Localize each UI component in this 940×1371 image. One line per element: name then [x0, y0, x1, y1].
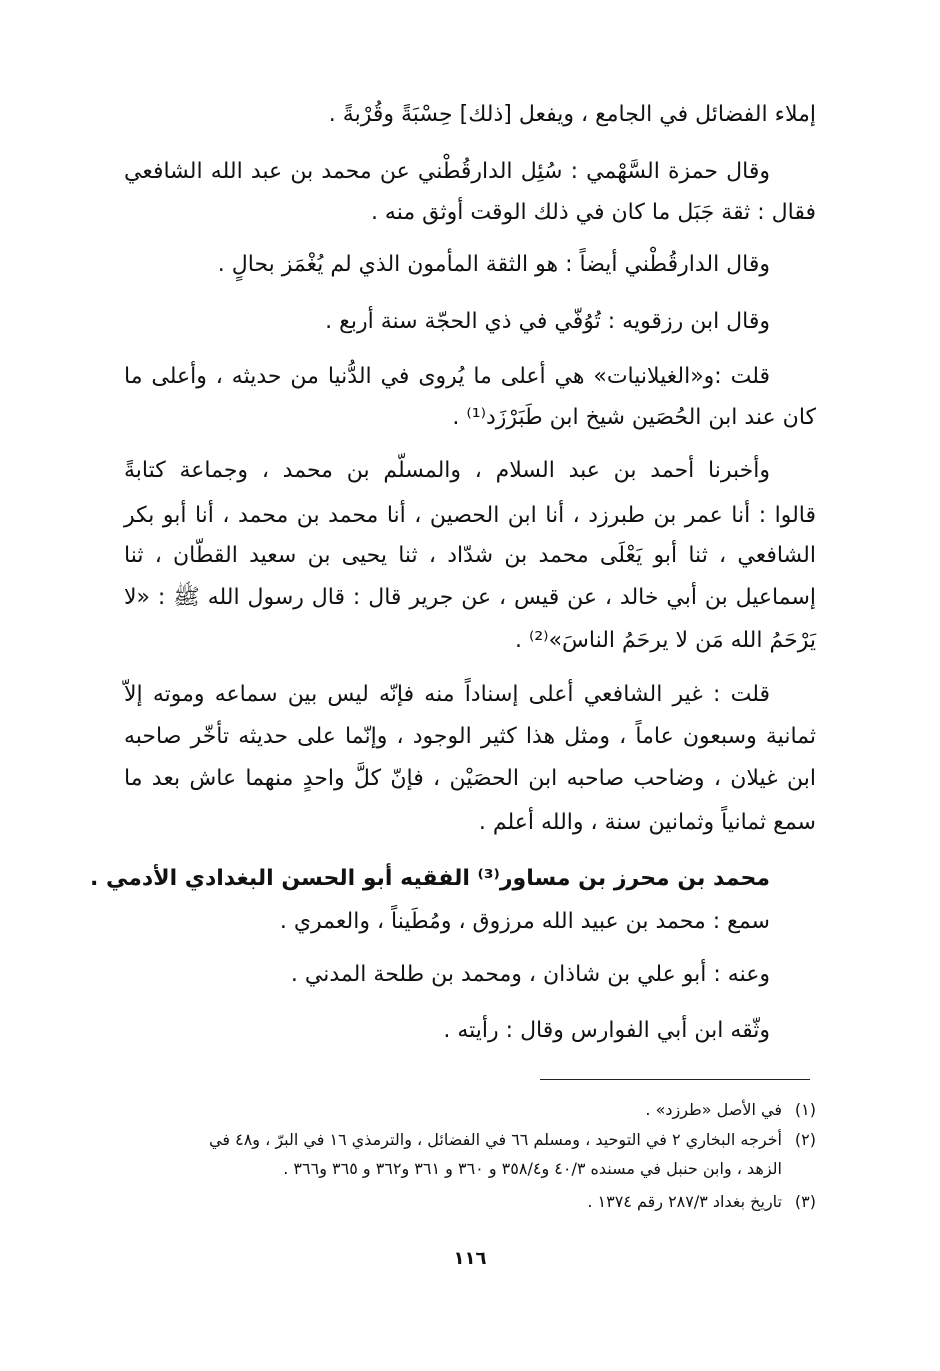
footnote-text: تاريخ بغداد ٢٨٧/٣ رقم ١٣٧٤ . [587, 1192, 782, 1211]
text-line: وقال حمزة السَّهْمي : سُئِل الدارقُطْني عن محمد بن عبد الله الشافعي [124, 159, 770, 184]
text-line: إملاء الفضائل في الجامع ، ويفعل [ذلك] حِسْبَةً وقُرْبةً . [328, 102, 816, 127]
footnote [124, 1097, 816, 1123]
footnote-text: في الأصل «طرزد» . [645, 1100, 782, 1119]
footnote-number: (٢) [794, 1130, 816, 1149]
text-line: يَرْحَمُ الله مَن لا يرحَمُ الناسَ»⁽²⁾ . [514, 628, 816, 653]
footnote-divider [540, 1079, 810, 1080]
text-line: قالوا : أنا عمر بن طبرزد ، أنا ابن الحصين ، أنا محمد بن محمد ، أنا أبو بكر [124, 503, 816, 528]
footnote-text: أخرجه البخاري ٢ في التوحيد ، ومسلم ٦٦ في الفضائل ، والترمذي ١٦ في البرّ ، و٤٨ في [209, 1130, 782, 1149]
text-line: إسماعيل بن أبي خالد ، عن قيس ، عن جرير قال : قال رسول الله ﷺ : «لا [124, 585, 816, 610]
text-line: وأخبرنا أحمد بن عبد السلام ، والمسلّم بن محمد ، وجماعة كتابةً [124, 458, 770, 483]
text-line: الشافعي ، ثنا أبو يَعْلَى محمد بن شدّاد ، ثنا يحيى بن سعيد القطّان ، ثنا [124, 543, 816, 568]
footnote [124, 1189, 816, 1215]
footnote-number: (١) [794, 1100, 816, 1119]
text-line: ثمانية وسبعون عاماً ، ومثل هذا كثير الوجود ، وإنّما على حديثه تأخّر صاحبه [124, 724, 816, 749]
footnote-number: (٣) [794, 1192, 816, 1211]
entry-title: محمد بن محرز بن مساور⁽³⁾ الفقيه أبو الحسن البغدادي الأدمي . [90, 866, 770, 891]
page-number: ١١٦ [453, 1248, 487, 1269]
text-line: ابن غيلان ، وضاحب صاحبه ابن الحصَيْن ، فإنّ كلَّ واحدٍ منهما عاش بعد ما [124, 766, 816, 791]
footnote [124, 1127, 816, 1153]
entry-line: وعنه : أبو علي بن شاذان ، ومحمد بن طلحة المدني . [290, 962, 770, 987]
entry-line: وثّقه ابن أبي الفوارس وقال : رأيته . [443, 1018, 770, 1043]
text-line: فقال : ثقة جَبَل ما كان في ذلك الوقت أوثق منه . [370, 200, 816, 225]
text-line: وقال ابن رزقويه : تُوُفّي في ذي الحجّة سنة أربع . [325, 309, 770, 334]
footnote-continuation: الزهد ، وابن حنبل في مسنده ٤٠/٣ و٣٥٨/٤ و ٣٦٠ و ٣٦١ و٣٦٢ و ٣٦٥ و٣٦٦ . [283, 1159, 782, 1178]
text-line: قلت :و«الغيلانيات» هي أعلى ما يُروى في الدُّنيا من حديثه ، وأعلى ما [124, 364, 770, 389]
entry-line: سمع : محمد بن عبيد الله مرزوق ، ومُطَيناً ، والعمري . [279, 909, 770, 934]
text-line: سمع ثمانياً وثمانين سنة ، والله أعلم . [478, 810, 816, 835]
text-line: كان عند ابن الحُصَين شيخ ابن طَبَرْزَد⁽¹⁾ . [452, 405, 816, 430]
text-line: قلت : غير الشافعي أعلى إسناداً منه فإنّه ليس بين سماعه وموته إلاّ [124, 682, 770, 707]
text-line: وقال الدارقُطْني أيضاً : هو الثقة المأمون الذي لم يُغْمَز بحالٍ . [217, 252, 770, 277]
